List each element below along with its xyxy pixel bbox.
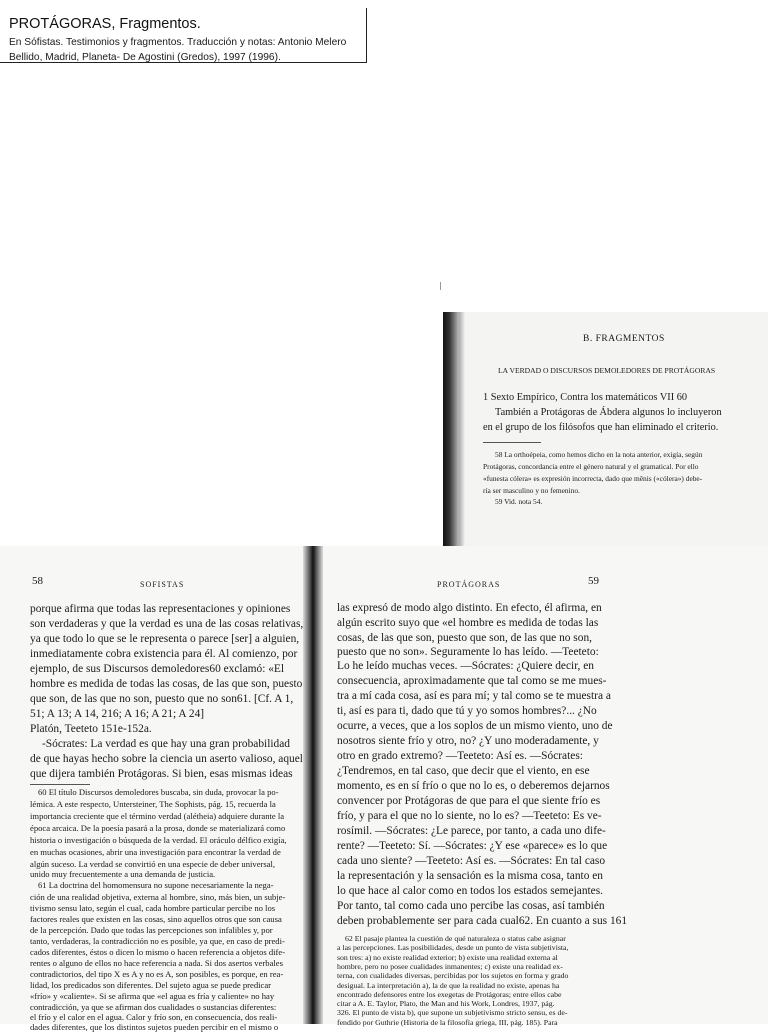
header-title: PROTÁGORAS, Fragmentos. (9, 16, 201, 32)
footnote-rule (30, 784, 90, 785)
right-footnote-line: 326. El punto de vista b), que supone un subjetivismo stricto sensu, es de- (337, 1008, 568, 1018)
left-body-line: que son, de las que no son, puesto que no son61. [Cf. A 1, (30, 693, 294, 705)
left-body-line: ya que todo lo que se le representa o parece [ser] a alguien, (30, 633, 300, 645)
page-edge-shadow (443, 312, 459, 550)
left-body-line: porque afirma que todas las representaciones y opiniones (30, 603, 291, 615)
left-footnote-line: ción de una realidad objetiva, externa al hombre, sino, más bien, un subje- (30, 892, 286, 902)
footnote-rule (483, 442, 541, 443)
right-body-line: puesto que no son». Seguramente lo has leído. —Teeteto: (337, 646, 599, 658)
left-footnote-line: rentes o alguno de ellos no hace referencia a nada. Si dos asertos verbales (30, 958, 283, 968)
right-body-line: nosotros siente frío y otro, no? ¿Y uno moderadamente, y (337, 735, 599, 747)
left-body-line: ejemplo, de sus Discursos demoledores60 exclamó: «El (30, 663, 285, 675)
left-footnote-line: lémica. A este respecto, Untersteiner, The Sophists, pág. 15, recuerda la (30, 799, 276, 809)
right-body-line: frío, y para el que no lo siente, no lo es? —Teeteto: Es ve- (337, 810, 602, 822)
scan-mark (440, 282, 441, 290)
left-footnote-line: de la percepción. Dado que todas las percepciones son infalibles y, por (30, 925, 273, 935)
left-footnote-line: algún suceso. La verdad se convirtió en una especie de deber universal, (30, 859, 276, 869)
header-citation-line-2: Bellido, Madrid, Planeta- De Agostini (Gredos), 1997 (1996). (9, 52, 281, 63)
right-footnote-line: 62 El pasaje plantea la cuestión de qué naturaleza o status cabe asignar (345, 934, 566, 943)
right-body-line: rosímil. —Sócrates: ¿Le parece, por tanto, a cada uno dife- (337, 825, 606, 837)
right-footnote-line: citar a A. E. Taylor, Plato, the Man and his Work, Londres, 1937, pág. (337, 999, 555, 1009)
right-body-line: convencer por Protágoras de que para el que siente frío es (337, 795, 601, 807)
right-footnote-line: encontrado defensores entre los exegetas de Protágoras; entre ellos cabe (337, 989, 562, 999)
right-body-line: rente? —Teeteto: Sí. —Sócrates: ¿Y ese «parece» es lo que (337, 840, 608, 852)
fragment-footnote-line: 59 Vid. nota 54. (495, 497, 543, 506)
header-citation-line-1: En Sófistas. Testimonios y fragmentos. Traducción y notas: Antonio Melero (9, 37, 347, 48)
left-footnote-line: dades diferentes, que los distintos sujetos pueden percibir en el mismo o (30, 1022, 279, 1032)
right-body-line: ocurre, a veces, que a los soplos de un mismo viento, uno de (337, 720, 613, 732)
left-footnote-line: el frío y el calor en el agua. Calor y frío son, en consecuencia, dos reali- (30, 1012, 278, 1022)
left-footnote-line: historia o investigación o búsqueda de la verdad. El oráculo délfico exigía, (30, 835, 287, 845)
left-body-line: que dijera también Protágoras. Si bien, esas mismas ideas (30, 768, 293, 780)
right-footnote-line: a las percepciones. Las posibilidades, desde un punto de vista subjetivista, (337, 943, 569, 953)
left-body-line: son verdaderas y que la verdad es una de las cosas relativas, (30, 618, 304, 630)
right-body-line: Por tanto, tal como cada uno percibe las cosas, así también (337, 900, 605, 912)
fragment-heading: B. FRAGMENTOS (583, 334, 665, 344)
left-footnote-line: tivismo sensu lato, según el cual, cada hombre particular percibe no los (30, 903, 276, 913)
left-body-line: -Sócrates: La verdad es que hay una gran probabilidad (42, 738, 290, 750)
left-footnote-line: en muchas ocasiones, abrir una investigación para encontrar la verdad de (30, 847, 281, 857)
left-footnote-line: factores reales que existen en las cosas, sino aquellos otros que son causa (30, 914, 282, 924)
left-footnote-line: 60 El título Discursos demoledores buscaba, sin duda, provocar la po- (38, 787, 279, 797)
right-body-line: consecuencia, aproximadamente que tal como se me mues- (337, 675, 607, 687)
left-body-line: hombre es medida de todas las cosas, de las que son, puesto (30, 678, 303, 690)
right-body-line: ti, así es para ti, dado que tú y yo somos hombres?... ¿No (337, 705, 597, 717)
right-body-line: Lo he leído muchas veces. —Sócrates: ¿Quiere decir, en (337, 660, 594, 672)
left-footnote-line: contradicción, ya que se afirman dos cualidades o sustancias diferentes: (30, 1002, 277, 1012)
left-footnote-line: lidad, los predicados son diferentes. Del sujeto agua se puede predicar (30, 980, 272, 990)
right-body-line: ¿Tendremos, en tal caso, que decir que el viento, en ese (337, 765, 590, 777)
right-footnote-line: terna, con cualidades diversas, percibidas por los sujetos en forma y grado (337, 971, 569, 981)
right-footnote-line: desigual. La interpretación a), la de que la realidad no existe, apenas ha (337, 980, 560, 990)
fragment-page (443, 312, 768, 550)
right-page-number: 59 (588, 575, 599, 587)
fragment-body-line: 1 Sexto Empírico, Contra los matemáticos VII 60 (483, 392, 687, 403)
right-footnote-line: fendido por Guthrie (Historia de la filosofía griega, III, pág. 185). Para (337, 1017, 558, 1027)
left-body-line: inmediatamente cobra existencia para él. Al comienzo, por (30, 648, 298, 660)
left-body-line: 51; A 13; A 14, 216; A 16; A 21; A 24] (30, 708, 205, 720)
page-edge-fade (459, 312, 465, 550)
fragment-footnote-line: Protágoras, concordancia entre el género natural y el gramatical. Por ello (483, 462, 699, 471)
fragment-subheading: LA VERDAD O DISCURSOS DEMOLEDORES DE PROTÁGORAS (498, 366, 716, 375)
right-body-line: lo que hace al calor como en todos los estados semejantes. (337, 885, 604, 897)
fragment-footnote-line: 58 La orthoépeia, como hemos dicho en la nota anterior, exigía, según (495, 450, 703, 459)
left-footnote-line: época arcaica. De la poesía pasará a la prosa, donde se materializará como (30, 823, 286, 833)
fragment-footnote-line: «funesta cólera» es expresión incorrecta, dado que mênis («cólera») debe- (483, 474, 703, 483)
left-body-line: Platón, Teeteto 151e-152a. (30, 723, 152, 735)
left-footnote-line: contradictorios, del tipo X es A y no es A, son posibles, es porque, en rea- (30, 969, 284, 979)
right-footnote-line: hombre, pero no posee cualidades inmanentes; c) existe una realidad ex- (337, 961, 563, 971)
right-body-line: las expresó de modo algo distinto. En efecto, él afirma, en (337, 602, 602, 614)
fragment-body-line: en el grupo de los filósofos que han eliminado el criterio. (483, 422, 719, 433)
right-body-line: tra a mí cada cosa, así es para mí; y tal como se te muestra a (337, 690, 611, 702)
left-footnote-line: unido muy frecuentemente a una demanda de justicia. (30, 869, 216, 879)
book-gutter (303, 546, 323, 1024)
citation-header (0, 8, 367, 63)
fragment-body-line: También a Protágoras de Ábdera algunos lo incluyeron (495, 407, 722, 418)
left-footnote-line: tanto, verdaderas, la contradicción no es posible, ya que, en caso de predi- (30, 936, 285, 946)
right-body-line: deben probablemente ser para cada cual62. En cuanto a sus 161 (337, 915, 628, 927)
right-body-line: cada uno siente? —Teeteto: Así es. —Sócrates: En tal caso (337, 855, 606, 867)
right-running-head: PROTÁGORAS (437, 580, 501, 589)
left-footnote-line: 61 La doctrina del homomensura no supone necesariamente la nega- (38, 880, 274, 890)
left-page-number: 58 (32, 575, 43, 587)
left-running-head: SOFISTAS (140, 580, 185, 589)
right-body-line: la representación y la sensación es la misma cosa, tanto en (337, 870, 604, 882)
left-footnote-line: «frío» y «caliente». Si se afirma que «el agua es fría y caliente» no hay (30, 991, 275, 1001)
right-body-line: algún escrito suyo que «el hombre es medida de todas las (337, 617, 599, 629)
left-body-line: de que hayas hecho sobre la ciencia un aserto valioso, aquel (30, 753, 303, 765)
left-footnote-line: importancia creciente que el término verdad (alétheia) adquiere durante la (30, 811, 285, 821)
fragment-footnote-line: ría ser masculino y no femenino. (483, 486, 580, 495)
right-footnote-line: son tres: a) no existe realidad exterior; b) existe una realidad externa al (337, 952, 558, 962)
right-body-line: otro en grado extremo? —Teeteto: Así es. —Sócrates: (337, 750, 583, 762)
left-footnote-line: cados diferentes, éstos o dicen lo mismo o hacen referencia a objetos dife- (30, 947, 286, 957)
right-body-line: momento, es en sí frío o que no lo es, o deberemos dejarnos (337, 780, 610, 792)
right-body-line: cosas, de las que son, puesto que son, de las que no son, (337, 632, 592, 644)
